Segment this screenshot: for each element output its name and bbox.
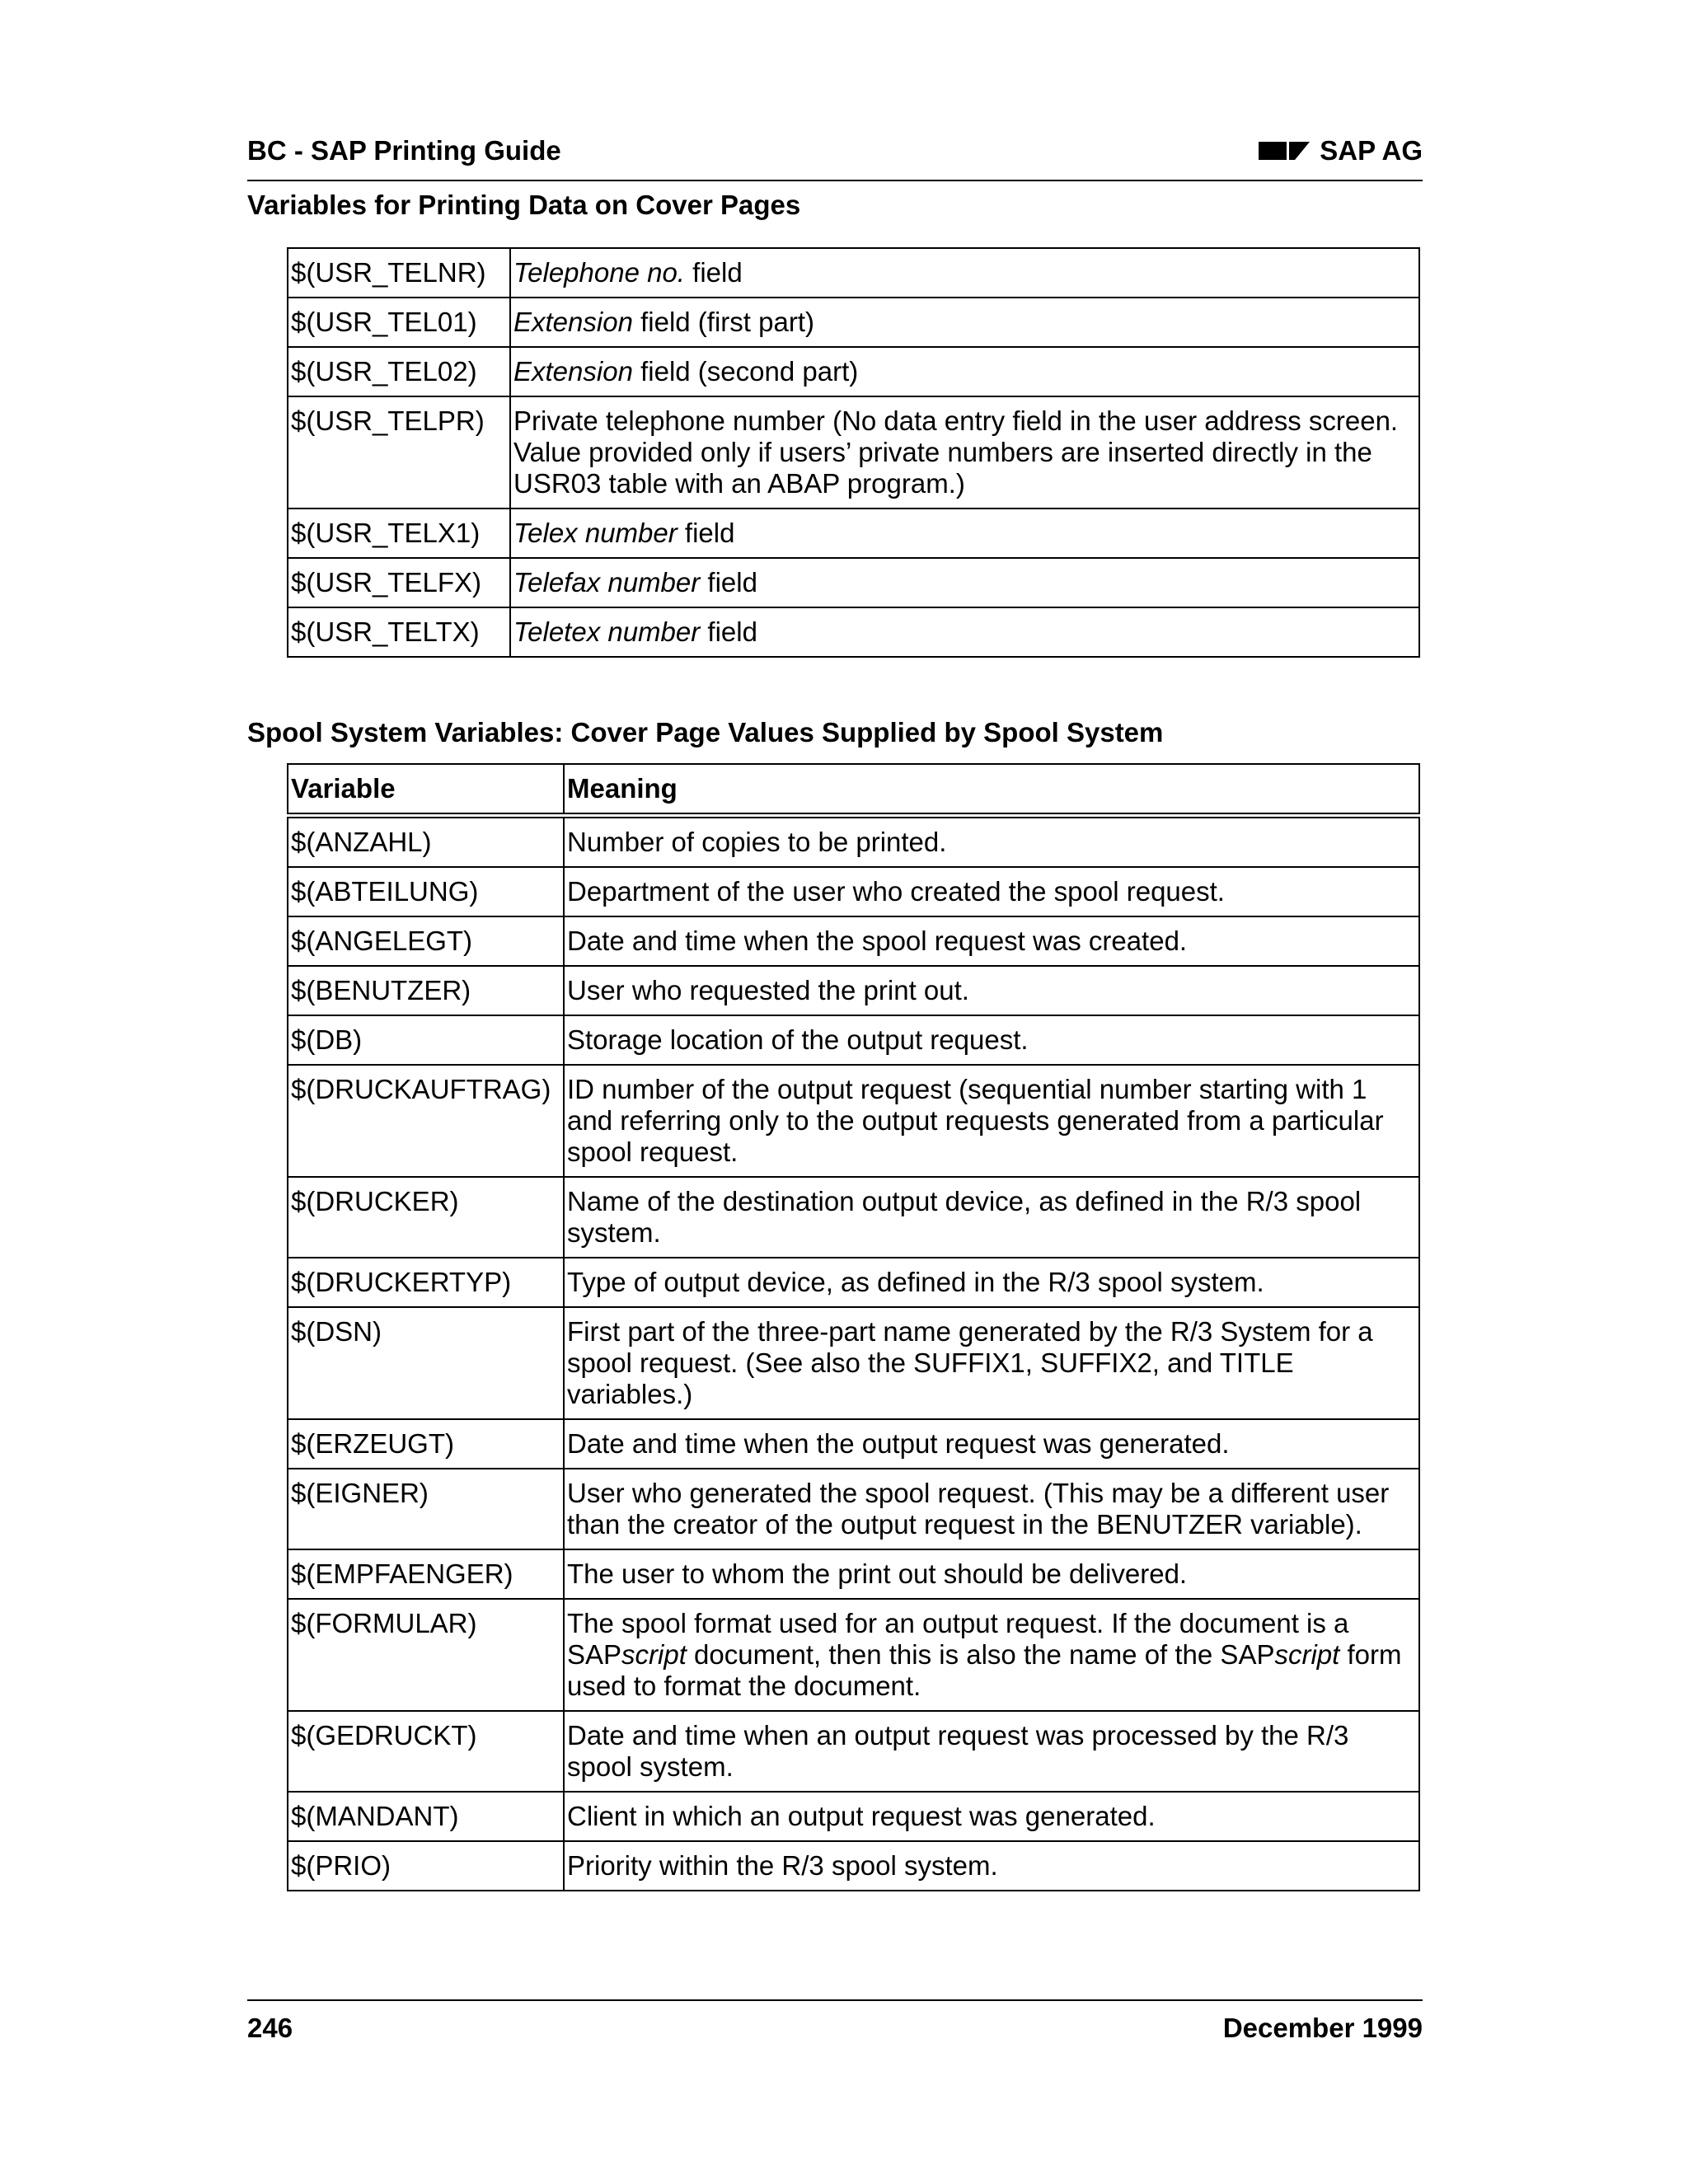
section-title-cover-variables: Variables for Printing Data on Cover Pages [247,190,801,220]
table-header-row [288,764,1419,816]
variable-cell: $(USR_TELX1) [288,509,510,558]
page-header [247,134,1423,181]
meaning-text: document, then this is also the name of the SAP [686,1639,1275,1670]
meaning-cell: Priority within the R/3 spool system. [564,1841,1419,1891]
table-row [288,1841,1419,1891]
italic-text: script [1274,1639,1340,1670]
section-title-spool-variables: Spool System Variables: Cover Page Values Supplied by Spool System [247,717,1164,748]
field-name: Teletex number [513,616,701,647]
variable-cell: $(PRIO) [288,1841,564,1891]
table-row [288,1711,1419,1792]
table-row [288,867,1419,916]
variable-cell: $(BENUTZER) [288,966,564,1015]
description-cell [510,558,1419,607]
table-row [288,396,1419,509]
variable-cell: $(MANDANT) [288,1792,564,1841]
table-row [288,1015,1419,1065]
table-row [288,558,1419,607]
meaning-cell: ID number of the output request (sequential number starting with 1 and referring only to the output requests generated from a particular spool request. [564,1065,1419,1177]
column-header-meaning: Meaning [564,764,1419,816]
company-name: SAP AG [1320,135,1423,166]
variable-cell: $(DRUCKER) [288,1177,564,1258]
italic-text: script [621,1639,687,1670]
table-row [288,347,1419,396]
description-cell [510,607,1419,657]
variable-cell: $(USR_TEL01) [288,298,510,347]
description-cell [510,509,1419,558]
table-row [288,1599,1419,1711]
variable-cell: $(USR_TELPR) [288,396,510,509]
meaning-cell: User who generated the spool request. (This may be a different user than the creator of the output request in the BENUTZER variable). [564,1469,1419,1549]
variable-cell: $(USR_TEL02) [288,347,510,396]
description-text: field (second part) [632,356,859,387]
description-text: field [700,567,757,598]
field-name: Extension [513,307,633,337]
description-cell [510,248,1419,298]
description-cell [510,396,1419,509]
sap-logo-icon [1259,139,1310,162]
variable-cell: $(FORMULAR) [288,1599,564,1711]
document-title: BC - SAP Printing Guide [247,135,561,166]
variable-cell: $(USR_TELNR) [288,248,510,298]
meaning-cell: Department of the user who created the spool request. [564,867,1419,916]
variable-cell: $(DB) [288,1015,564,1065]
description-cell [510,298,1419,347]
field-name: Extension [513,356,633,387]
description-text: field (first part) [632,307,814,337]
description-text: field [677,518,735,548]
meaning-cell: Name of the destination output device, as defined in the R/3 spool system. [564,1177,1419,1258]
table-row [288,1065,1419,1177]
table-row [288,248,1419,298]
spool-variables-table [287,763,1420,1891]
variable-cell: $(DRUCKERTYP) [288,1258,564,1307]
description-cell [510,347,1419,396]
table-row [288,1258,1419,1307]
variable-cell: $(USR_TELTX) [288,607,510,657]
table-row [288,509,1419,558]
meaning-cell [564,1599,1419,1711]
variable-cell: $(EIGNER) [288,1469,564,1549]
company-brand [1259,135,1423,166]
variable-cell: $(GEDRUCKT) [288,1711,564,1792]
table-row [288,916,1419,966]
page-footer [247,1999,1423,2042]
meaning-cell: Date and time when the spool request was created. [564,916,1419,966]
table-row [288,1792,1419,1841]
description-text: field [684,257,743,288]
variable-cell: $(ANGELEGT) [288,916,564,966]
field-name: Telex number [513,518,678,548]
table-row [288,1469,1419,1549]
publication-date: December 1999 [1222,2013,1423,2043]
meaning-cell: User who requested the print out. [564,966,1419,1015]
table-row [288,816,1419,868]
variable-cell: $(USR_TELFX) [288,558,510,607]
table-row [288,1549,1419,1599]
variable-cell: $(ABTEILUNG) [288,867,564,916]
variable-cell: $(EMPFAENGER) [288,1549,564,1599]
table-row [288,607,1419,657]
table-row [288,1419,1419,1469]
meaning-cell: Storage location of the output request. [564,1015,1419,1065]
table-row [288,298,1419,347]
cover-variables-table [287,247,1420,658]
variable-cell: $(ANZAHL) [288,816,564,868]
page-number: 246 [247,2013,293,2043]
meaning-cell: Number of copies to be printed. [564,816,1419,868]
meaning-text: form used to format the document. [567,1639,1402,1701]
variable-cell: $(ERZEUGT) [288,1419,564,1469]
field-name: Telefax number [513,567,701,598]
column-header-variable: Variable [288,764,564,816]
table-row [288,1307,1419,1419]
description-text: Private telephone number (No data entry field in the user address screen. Value provided only if users’ private numbers are inserted directly in the USR03 table with an ABAP program.) [513,405,1399,499]
meaning-text: The spool format used for an output request. If the document is a SAP [567,1608,1349,1670]
table-row [288,1177,1419,1258]
meaning-cell: The user to whom the print out should be delivered. [564,1549,1419,1599]
meaning-cell: Date and time when an output request was processed by the R/3 spool system. [564,1711,1419,1792]
table-row [288,966,1419,1015]
meaning-cell: Date and time when the output request was generated. [564,1419,1419,1469]
meaning-cell: Client in which an output request was generated. [564,1792,1419,1841]
field-name: Telephone no. [513,257,685,288]
description-text: field [700,616,757,647]
variable-cell: $(DSN) [288,1307,564,1419]
meaning-cell: First part of the three-part name generated by the R/3 System for a spool request. (See also the SUFFIX1, SUFFIX2, and TITLE variables.) [564,1307,1419,1419]
meaning-cell: Type of output device, as defined in the R/3 spool system. [564,1258,1419,1307]
variable-cell: $(DRUCKAUFTRAG) [288,1065,564,1177]
